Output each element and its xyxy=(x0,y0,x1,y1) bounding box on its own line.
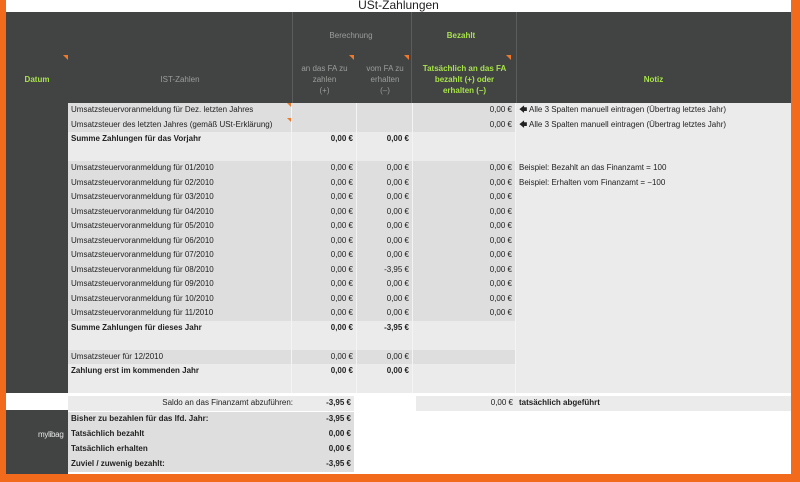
cell-tatsaechlich-bezahlt[interactable] xyxy=(413,364,516,379)
cell-vom-fa-erhalten[interactable] xyxy=(357,335,413,350)
cell-notiz[interactable] xyxy=(516,292,791,307)
table-row xyxy=(68,147,791,162)
row-label[interactable]: Umsatzsteuervoranmeldung für 07/2010 xyxy=(68,248,292,263)
cell-tatsaechlich-bezahlt[interactable]: 0,00 € xyxy=(413,103,516,118)
row-label[interactable]: Umsatzsteuervoranmeldung für 01/2010 xyxy=(68,161,292,176)
cell-notiz[interactable] xyxy=(516,350,791,365)
comment-marker[interactable] xyxy=(287,118,291,122)
watermark-logo: mylibag xyxy=(38,430,64,439)
cell-an-fa-zahlen[interactable]: 0,00 € xyxy=(292,350,357,365)
table-row xyxy=(68,306,791,321)
row-label[interactable]: Summe Zahlungen für das Vorjahr xyxy=(68,132,292,147)
cell-an-fa-zahlen[interactable] xyxy=(292,103,357,118)
cell-vom-fa-erhalten[interactable]: 0,00 € xyxy=(357,234,413,249)
cell-an-fa-zahlen[interactable]: 0,00 € xyxy=(292,190,357,205)
row-label[interactable]: Umsatzsteuervoranmeldung für 08/2010 xyxy=(68,263,292,278)
cell-tatsaechlich-bezahlt[interactable] xyxy=(413,147,516,162)
cell-tatsaechlich-bezahlt[interactable]: 0,00 € xyxy=(413,190,516,205)
cell-vom-fa-erhalten[interactable]: -3,95 € xyxy=(357,263,413,278)
row-label[interactable]: Umsatzsteuervoranmeldung für Dez. letzten Jahres xyxy=(68,103,292,118)
table-row xyxy=(68,132,791,147)
cell-notiz[interactable]: 🡄 Alle 3 Spalten manuell eintragen (Übertrag letztes Jahr) xyxy=(516,118,791,133)
table-row xyxy=(68,161,791,176)
date-column xyxy=(6,103,68,393)
table-row xyxy=(68,103,791,118)
row-label[interactable]: Umsatzsteuer für 12/2010 xyxy=(68,350,292,365)
cell-vom-fa-erhalten[interactable]: 0,00 € xyxy=(357,248,413,263)
cell-notiz[interactable]: 🡄 Alle 3 Spalten manuell eintragen (Übertrag letztes Jahr) xyxy=(516,103,791,118)
row-label[interactable] xyxy=(68,379,292,394)
row-label[interactable] xyxy=(68,335,292,350)
cell-tatsaechlich-bezahlt[interactable] xyxy=(413,379,516,394)
row-label[interactable]: Zahlung erst im kommenden Jahr xyxy=(68,364,292,379)
comment-marker-an-fa[interactable] xyxy=(349,55,354,60)
table-row xyxy=(68,277,791,292)
cell-notiz[interactable] xyxy=(516,205,791,220)
row-label[interactable] xyxy=(68,147,292,162)
cell-notiz[interactable] xyxy=(516,234,791,249)
cell-an-fa-zahlen[interactable]: 0,00 € xyxy=(292,364,357,379)
cell-vom-fa-erhalten[interactable] xyxy=(357,379,413,394)
cell-an-fa-zahlen[interactable] xyxy=(292,335,357,350)
header-divider xyxy=(292,12,293,103)
summary-label: Bisher zu bezahlen für das lfd. Jahr: xyxy=(71,414,209,423)
summary-label: Tatsächlich erhalten xyxy=(71,444,148,453)
cell-tatsaechlich-bezahlt[interactable]: 0,00 € xyxy=(413,306,516,321)
comment-marker-vom-fa[interactable] xyxy=(404,55,409,60)
table-row xyxy=(68,350,791,365)
cell-an-fa-zahlen[interactable]: 0,00 € xyxy=(292,321,357,336)
cell-vom-fa-erhalten[interactable] xyxy=(357,147,413,162)
cell-notiz[interactable] xyxy=(516,335,791,350)
cell-tatsaechlich-bezahlt[interactable]: 0,00 € xyxy=(413,219,516,234)
cell-an-fa-zahlen[interactable]: 0,00 € xyxy=(292,292,357,307)
cell-an-fa-zahlen[interactable]: 0,00 € xyxy=(292,306,357,321)
header-bezahlt: Bezahlt xyxy=(446,31,476,40)
cell-vom-fa-erhalten[interactable]: -3,95 € xyxy=(357,321,413,336)
cell-notiz[interactable] xyxy=(516,190,791,205)
table-row xyxy=(68,248,791,263)
cell-tatsaechlich-bezahlt[interactable]: 0,00 € xyxy=(413,277,516,292)
header-an-fa-line2: zahlen xyxy=(312,75,337,84)
cell-tatsaechlich-bezahlt[interactable]: 0,00 € xyxy=(413,161,516,176)
cell-tatsaechlich-bezahlt[interactable] xyxy=(413,132,516,147)
table-row xyxy=(68,364,791,379)
table-row xyxy=(68,379,791,394)
cell-tatsaechlich-bezahlt[interactable] xyxy=(413,350,516,365)
header-band xyxy=(6,12,791,103)
table-row xyxy=(68,205,791,220)
summary-value[interactable]: -3,95 € xyxy=(326,459,351,468)
header-an-fa-line3: (+) xyxy=(319,86,330,95)
header-tats-line3: erhalten (–) xyxy=(442,86,487,95)
cell-an-fa-zahlen[interactable]: 0,00 € xyxy=(292,277,357,292)
saldo-label: Saldo an das Finanzamt abzuführen: xyxy=(162,398,293,407)
cell-tatsaechlich-bezahlt[interactable]: 0,00 € xyxy=(413,263,516,278)
cell-an-fa-zahlen[interactable]: 0,00 € xyxy=(292,219,357,234)
header-an-fa-line1: an das FA zu xyxy=(301,64,348,73)
header-an-fa-zahlen xyxy=(292,63,357,96)
table-row xyxy=(68,335,791,350)
cell-tatsaechlich-bezahlt[interactable]: 0,00 € xyxy=(413,234,516,249)
cell-an-fa-zahlen[interactable]: 0,00 € xyxy=(292,176,357,191)
cell-tatsaechlich-bezahlt[interactable]: 0,00 € xyxy=(413,248,516,263)
cell-an-fa-zahlen[interactable]: 0,00 € xyxy=(292,234,357,249)
cell-vom-fa-erhalten[interactable]: 0,00 € xyxy=(357,292,413,307)
cell-notiz[interactable]: Beispiel: Erhalten vom Finanzamt = −100 xyxy=(516,176,791,191)
header-tats-line2: bezahlt (+) oder xyxy=(434,75,495,84)
table-row xyxy=(68,219,791,234)
cell-vom-fa-erhalten[interactable] xyxy=(357,103,413,118)
header-divider xyxy=(411,12,412,103)
cell-vom-fa-erhalten[interactable]: 0,00 € xyxy=(357,277,413,292)
cell-an-fa-zahlen[interactable]: 0,00 € xyxy=(292,205,357,220)
row-label[interactable]: Umsatzsteuervoranmeldung für 11/2010 xyxy=(68,306,292,321)
sheet-title: USt-Zahlungen xyxy=(358,0,439,12)
summary-value[interactable]: -3,95 € xyxy=(326,414,351,423)
cell-notiz[interactable] xyxy=(516,219,791,234)
comment-marker-datum[interactable] xyxy=(63,55,68,60)
cell-tatsaechlich-bezahlt[interactable]: 0,00 € xyxy=(413,176,516,191)
cell-vom-fa-erhalten[interactable]: 0,00 € xyxy=(357,190,413,205)
cell-an-fa-zahlen[interactable]: 0,00 € xyxy=(292,263,357,278)
cell-notiz[interactable] xyxy=(516,263,791,278)
header-vom-fa-line3: (–) xyxy=(380,86,390,95)
cell-vom-fa-erhalten[interactable]: 0,00 € xyxy=(357,306,413,321)
table-row xyxy=(68,321,791,336)
header-notiz: Notiz xyxy=(643,75,664,84)
row-label[interactable]: Umsatzsteuervoranmeldung für 05/2010 xyxy=(68,219,292,234)
cell-notiz[interactable]: Beispiel: Bezahlt an das Finanzamt = 100 xyxy=(516,161,791,176)
row-label[interactable]: Umsatzsteuervoranmeldung für 06/2010 xyxy=(68,234,292,249)
header-vom-fa-line2: erhalten xyxy=(370,75,400,84)
cell-vom-fa-erhalten[interactable]: 0,00 € xyxy=(357,132,413,147)
header-vom-fa-erhalten xyxy=(357,63,413,96)
summary-value[interactable]: 0,00 € xyxy=(328,444,351,453)
spreadsheet xyxy=(6,0,791,474)
cell-tatsaechlich-bezahlt[interactable]: 0,00 € xyxy=(413,118,516,133)
cell-tatsaechlich-bezahlt[interactable]: 0,00 € xyxy=(413,292,516,307)
cell-notiz[interactable] xyxy=(516,277,791,292)
row-label[interactable]: Umsatzsteuervoranmeldung für 02/2010 xyxy=(68,176,292,191)
cell-notiz[interactable] xyxy=(516,321,791,336)
cell-an-fa-zahlen[interactable] xyxy=(292,147,357,162)
date-column-summary xyxy=(6,410,68,474)
table-row xyxy=(68,190,791,205)
cell-tatsaechlich-bezahlt[interactable] xyxy=(413,321,516,336)
cell-notiz[interactable] xyxy=(516,147,791,162)
header-tats-line1: Tatsächlich an das FA xyxy=(422,64,507,73)
cell-vom-fa-erhalten[interactable] xyxy=(357,118,413,133)
cell-tatsaechlich-bezahlt[interactable] xyxy=(413,335,516,350)
row-label[interactable]: Umsatzsteuervoranmeldung für 09/2010 xyxy=(68,277,292,292)
header-vom-fa-line1: vom FA zu xyxy=(366,64,404,73)
cell-tatsaechlich-bezahlt[interactable]: 0,00 € xyxy=(413,205,516,220)
cell-vom-fa-erhalten[interactable]: 0,00 € xyxy=(357,350,413,365)
row-label[interactable]: Umsatzsteuervoranmeldung für 10/2010 xyxy=(68,292,292,307)
table-row xyxy=(68,263,791,278)
cell-notiz[interactable] xyxy=(516,364,791,379)
cell-vom-fa-erhalten[interactable]: 0,00 € xyxy=(357,205,413,220)
comment-marker[interactable] xyxy=(287,103,291,107)
cell-an-fa-zahlen[interactable]: 0,00 € xyxy=(292,161,357,176)
cell-vom-fa-erhalten[interactable]: 0,00 € xyxy=(357,364,413,379)
cell-vom-fa-erhalten[interactable]: 0,00 € xyxy=(357,219,413,234)
header-ist-zahlen: IST-Zahlen xyxy=(160,75,200,84)
cell-vom-fa-erhalten[interactable]: 0,00 € xyxy=(357,161,413,176)
cell-notiz[interactable] xyxy=(516,379,791,394)
row-label[interactable]: Umsatzsteuervoranmeldung für 03/2010 xyxy=(68,190,292,205)
header-datum: Datum xyxy=(24,75,50,84)
cell-notiz[interactable] xyxy=(516,132,791,147)
table-row xyxy=(68,234,791,249)
summary-label: Tatsächlich bezahlt xyxy=(71,429,145,438)
cell-an-fa-zahlen[interactable] xyxy=(292,379,357,394)
table-row xyxy=(68,176,791,191)
cell-notiz[interactable] xyxy=(516,306,791,321)
header-tatsaechlich xyxy=(413,63,516,96)
comment-marker-tatsaechlich[interactable] xyxy=(506,55,511,60)
saldo-notiz: tatsächlich abgeführt xyxy=(519,398,600,407)
row-label[interactable]: Umsatzsteuer des letzten Jahres (gemäß USt-Erklärung) xyxy=(68,118,292,133)
cell-vom-fa-erhalten[interactable]: 0,00 € xyxy=(357,176,413,191)
cell-notiz[interactable] xyxy=(516,248,791,263)
row-label[interactable]: Summe Zahlungen für dieses Jahr xyxy=(68,321,292,336)
table-row xyxy=(68,118,791,133)
saldo-bezahlt[interactable]: 0,00 € xyxy=(490,398,513,407)
summary-label: Zuviel / zuwenig bezahlt: xyxy=(71,459,165,468)
cell-an-fa-zahlen[interactable]: 0,00 € xyxy=(292,248,357,263)
header-berechnung: Berechnung xyxy=(329,31,373,40)
cell-an-fa-zahlen[interactable] xyxy=(292,118,357,133)
saldo-value[interactable]: -3,95 € xyxy=(326,398,351,407)
header-divider xyxy=(516,12,517,103)
summary-value[interactable]: 0,00 € xyxy=(328,429,351,438)
row-label[interactable]: Umsatzsteuervoranmeldung für 04/2010 xyxy=(68,205,292,220)
cell-an-fa-zahlen[interactable]: 0,00 € xyxy=(292,132,357,147)
table-row xyxy=(68,292,791,307)
